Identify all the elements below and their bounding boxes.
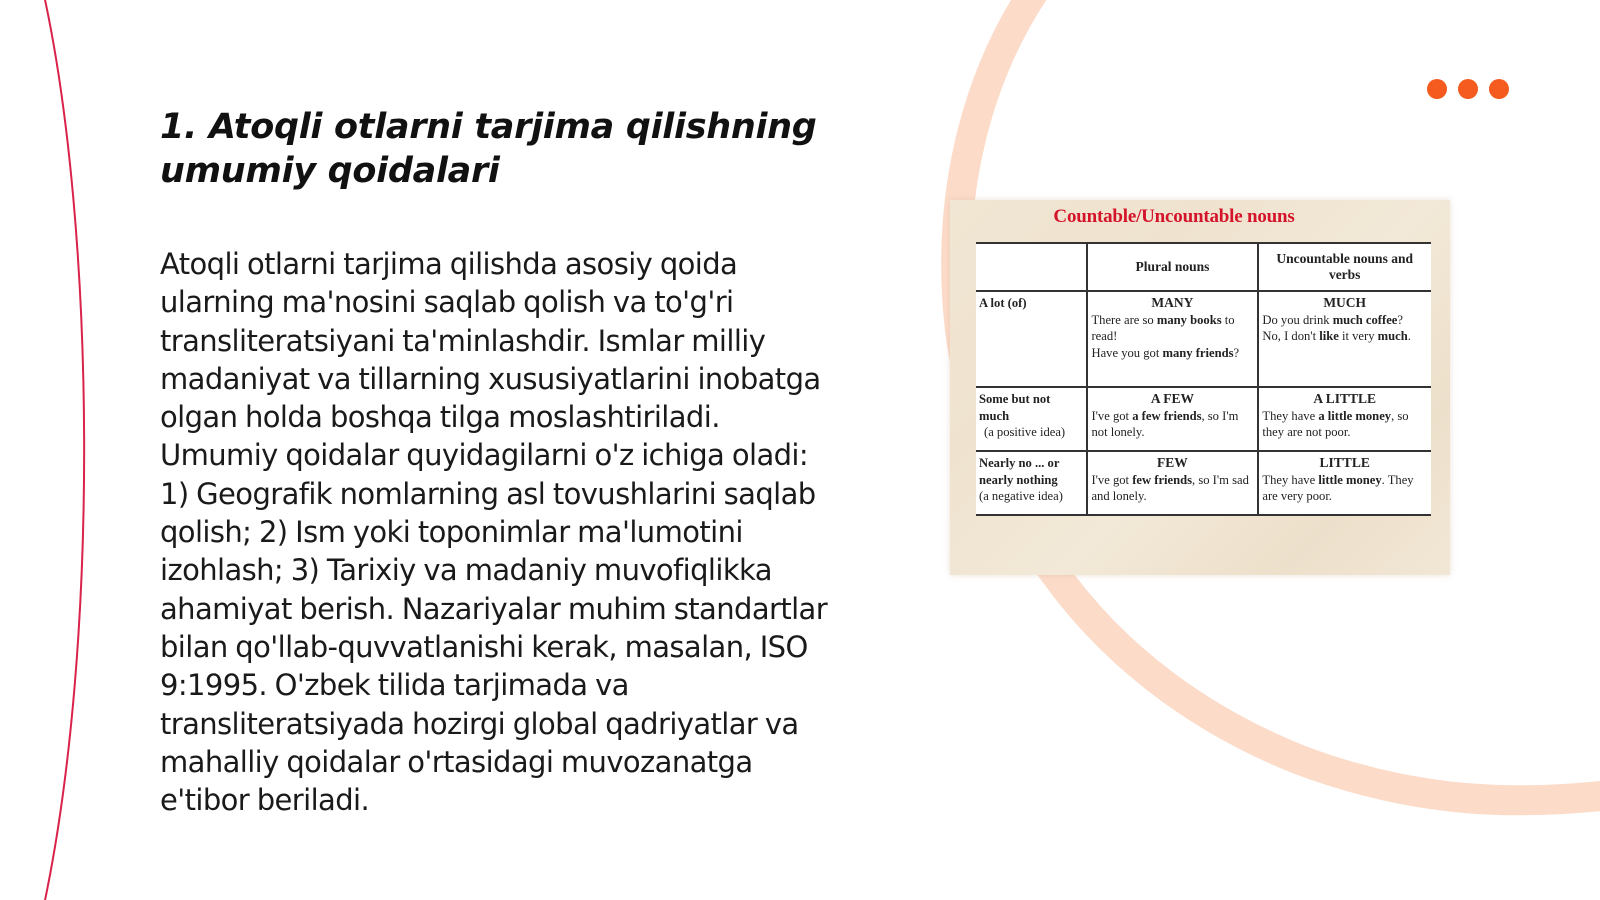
example-text: Have you got [1091, 345, 1163, 360]
row-label-text: Nearly no ... or nearly nothing [979, 456, 1060, 487]
table-row [976, 387, 1431, 451]
example-text: They have [1262, 408, 1319, 423]
example-bold: much coffee [1332, 312, 1398, 327]
example-bold: a few friends [1132, 408, 1202, 423]
table-row [976, 291, 1431, 387]
keyword: A FEW [1150, 391, 1194, 406]
plural-cell [1087, 291, 1258, 387]
uncountable-cell [1258, 451, 1431, 515]
example-bold: much [1377, 329, 1408, 343]
table-row [976, 451, 1431, 515]
example-text: No, I don't [1262, 329, 1320, 343]
example-text: , so I'm not lonely. [1091, 408, 1239, 439]
left-arc-decoration [44, 0, 84, 900]
row-label-text: Some but not much [979, 392, 1051, 423]
row-label-note: (a positive idea) [984, 425, 1066, 439]
dot-icon [1458, 79, 1478, 99]
keyword: FEW [1157, 455, 1188, 470]
countable-uncountable-figure [950, 200, 1450, 575]
keyword: A LITTLE [1313, 391, 1377, 406]
example-bold: many books [1156, 312, 1222, 327]
slide-body-text: Atoqli otlarni tarjima qilishda asosiy qoida ularning ma'nosini saqlab qolish va to'g'ri transliteratsiyani ta'minlashdir. Ismlar milliy madaniyat va tillarning xususiyatlarini inobatga olgan holda boshqa tilga moslashtiriladi. Umumiy qoidalar quyidagilarni o'z ichiga oladi: 1) Geografik nomlarning asl tovushlarini saqlab qolish; 2) Ism yoki toponimlar ma'lumotini izohlash; 3) Tarixiy va madaniy muvofiqlikka ahamiyat berish. Nazariyalar muhim standartlar bilan qo'llab-quvvatlanishi kerak, masalan, ISO 9:1995. O'zbek tilida tarjimada va transliteratsiyada hozirgi global qadriyatlar va mahalliy qoidalar o'rtasidagi muvozanatga e'tibor beriladi. [160, 247, 828, 818]
example-text: I've got [1091, 472, 1133, 487]
slide-title: 1. Atoqli otlarni tarjima qilishning umumiy qoidalari [160, 107, 817, 191]
row-label [976, 387, 1087, 451]
row-label-note: (a negative idea) [979, 489, 1063, 503]
example-text: ? [1397, 312, 1403, 327]
table-header-uncountable: Uncountable nouns and verbs [1258, 243, 1431, 291]
example-bold: few friends [1132, 472, 1193, 487]
keyword: MUCH [1323, 295, 1367, 310]
keyword: LITTLE [1319, 455, 1370, 470]
example-text: Do you drink [1262, 312, 1333, 327]
example-text: ? [1233, 345, 1240, 360]
example-bold: little money [1318, 472, 1382, 487]
three-dots-icon [1427, 79, 1509, 99]
example-text: They have [1262, 472, 1319, 487]
plural-cell [1087, 387, 1258, 451]
uncountable-cell [1258, 291, 1431, 387]
table-header-row [976, 243, 1431, 291]
example-bold: many friends [1162, 345, 1234, 360]
plural-cell [1087, 451, 1258, 515]
example-text: it very [1338, 329, 1378, 343]
row-label [976, 451, 1087, 515]
row-label-text: A lot (of) [979, 296, 1027, 310]
row-label [976, 291, 1087, 387]
grammar-table [976, 242, 1431, 516]
table-header-plural: Plural nouns [1087, 243, 1258, 291]
dot-icon [1489, 79, 1509, 99]
keyword: MANY [1151, 295, 1194, 310]
example-text: I've got [1091, 408, 1133, 423]
example-text: , so I'm sad and lonely. [1091, 472, 1249, 503]
example-bold: like [1319, 329, 1339, 343]
figure-title: Countable/Uncountable nouns [1053, 206, 1295, 227]
example-text: , so they are not poor. [1262, 408, 1409, 439]
example-text: . They are very poor. [1262, 472, 1414, 503]
uncountable-cell [1258, 387, 1431, 451]
example-text: There are so [1091, 312, 1157, 327]
example-text: . [1407, 329, 1411, 343]
table-header-empty [976, 243, 1087, 291]
example-bold: a little money [1318, 408, 1392, 423]
example-text: to read! [1091, 312, 1235, 343]
dot-icon [1427, 79, 1447, 99]
